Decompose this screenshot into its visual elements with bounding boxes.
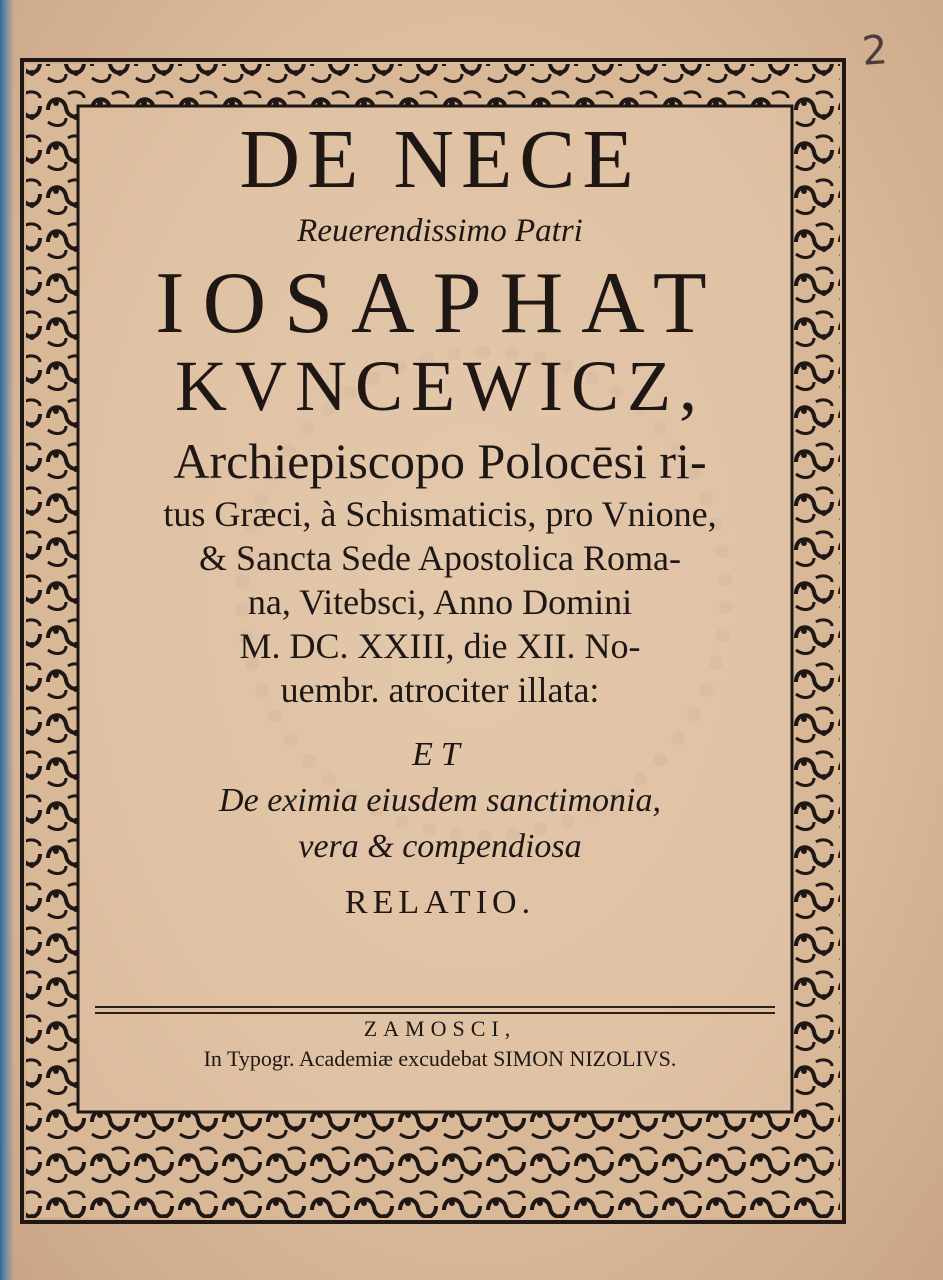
title-text-block bbox=[95, 110, 785, 932]
subtitle-line-1: De eximia eiusdem sanctimonia, bbox=[219, 782, 661, 819]
body-line-1: Archiepiscopo Polocēsi ri- bbox=[173, 433, 707, 489]
bottom-ornament-band bbox=[26, 1112, 840, 1218]
left-ornament-band bbox=[26, 106, 78, 1112]
main-heading: DE NECE bbox=[239, 113, 641, 206]
body-line-6: uembr. atrociter illata: bbox=[280, 670, 600, 710]
name-last: KVNCEWICZ, bbox=[175, 346, 705, 426]
corner-page-mark: 2 bbox=[860, 27, 890, 75]
imprint-printer: In Typogr. Academiæ excudebat SIMON NIZOLIVS. bbox=[203, 1046, 677, 1071]
closing-word: RELATIO. bbox=[344, 884, 536, 921]
name-first: IOSAPHAT bbox=[155, 255, 725, 352]
dedication-line: Reuerendissimo Patri bbox=[297, 213, 583, 249]
right-ornament-band bbox=[792, 106, 840, 1112]
imprint-rule-bottom bbox=[95, 1012, 775, 1014]
subtitle-line-2: vera & compendiosa bbox=[298, 828, 582, 865]
imprint-place: ZAMOSCI, bbox=[363, 1016, 517, 1041]
body-line-2: tus Græci, à Schismaticis, pro Vnione, bbox=[163, 494, 717, 534]
body-line-4: na, Vitebsci, Anno Domini bbox=[247, 582, 633, 622]
body-line-5: M. DC. XXIII, die XII. No- bbox=[239, 626, 641, 666]
body-line-3: & Sancta Sede Apostolica Roma- bbox=[199, 538, 681, 578]
conjunction-et: ET bbox=[412, 736, 468, 773]
top-ornament-band bbox=[26, 64, 840, 106]
imprint-rule-top bbox=[95, 1006, 775, 1008]
